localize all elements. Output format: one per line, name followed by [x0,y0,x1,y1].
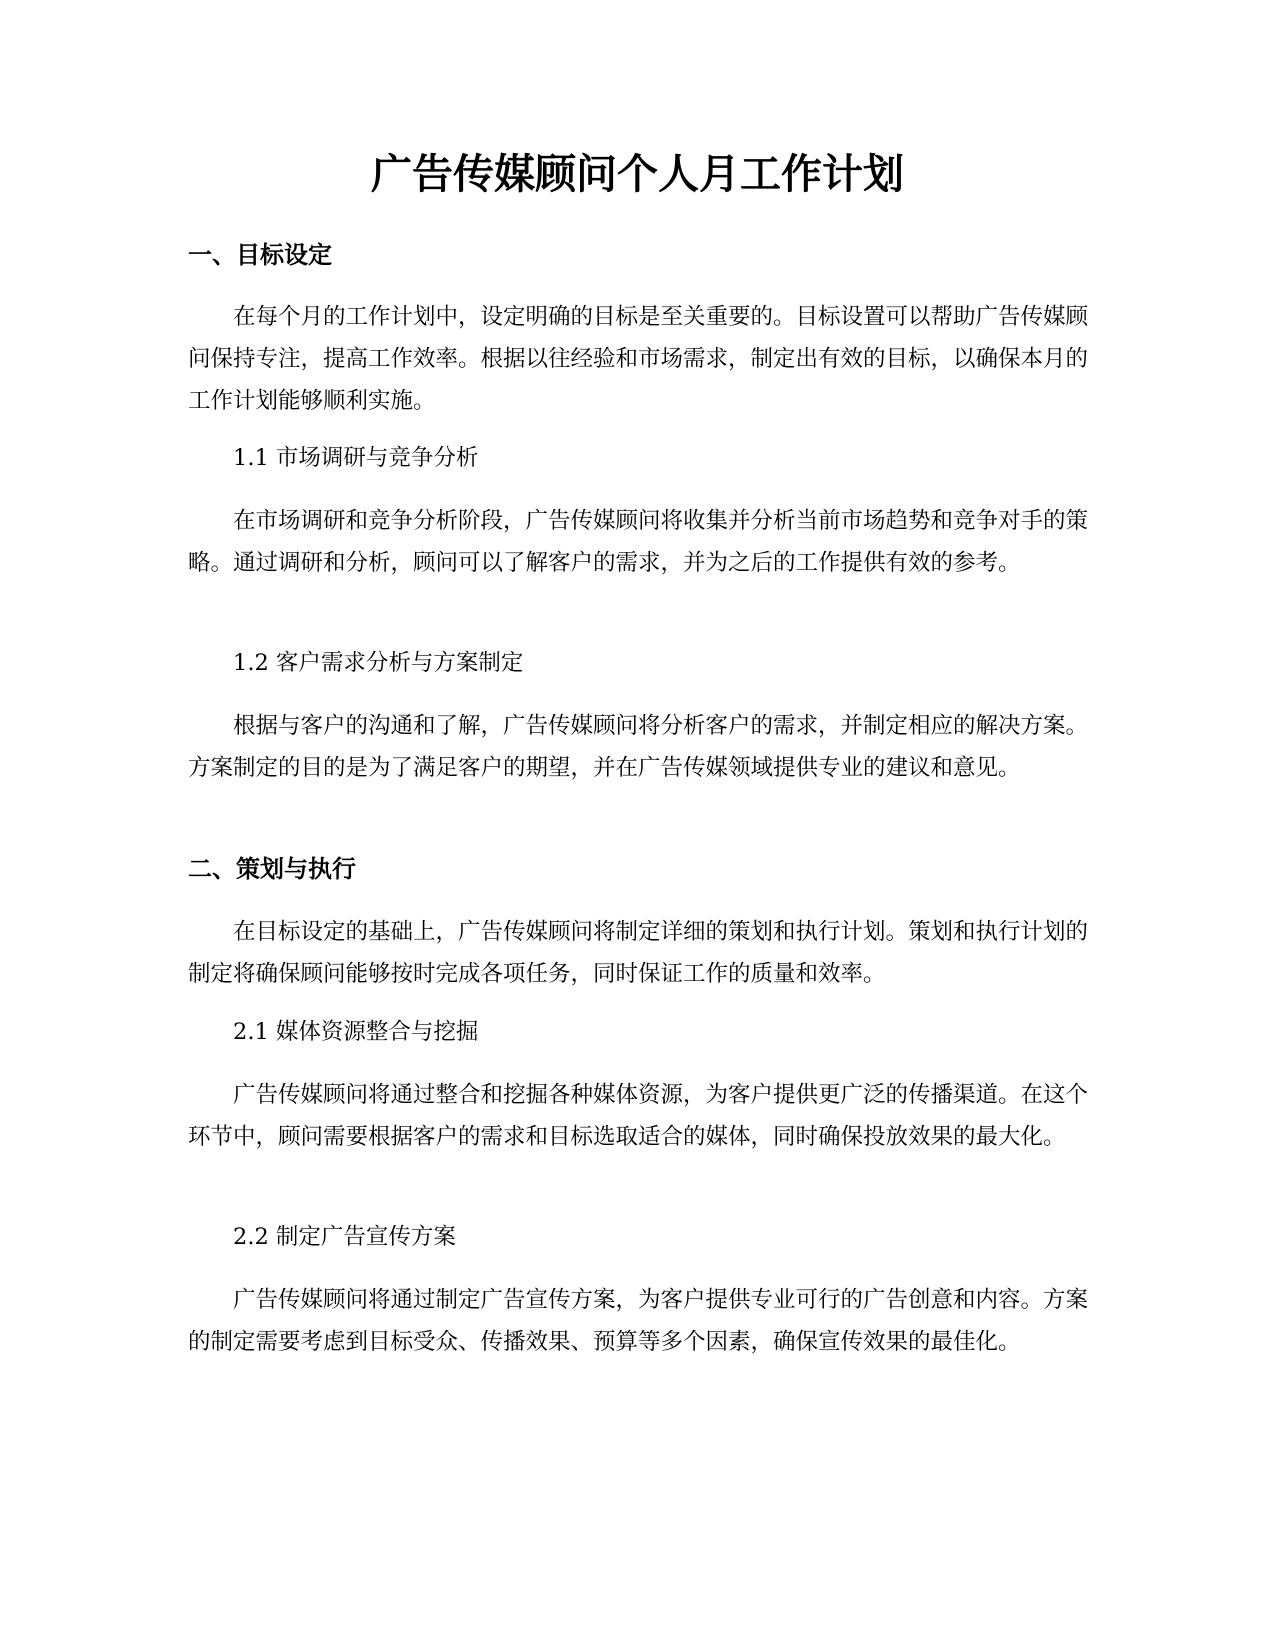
subsection-heading: 1.1 市场调研与竞争分析 [233,445,479,471]
subsection-paragraph: 广告传媒顾问将通过整合和挖掘各种媒体资源，为客户提供更广泛的传播渠道。在这个环节中，顾问需要根据客户的需求和目标选取适合的媒体，同时确保投放效果的最大化。 [188,1082,1089,1150]
document-title: 广告传媒顾问个人月工作计划 [371,150,904,198]
subsection-paragraph: 广告传媒顾问将通过制定广告宣传方案，为客户提供专业可行的广告创意和内容。方案的制定需要考虑到目标受众、传播效果、预算等多个因素，确保宣传效果的最佳化。 [188,1287,1089,1355]
subsection-heading: 2.1 媒体资源整合与挖掘 [233,1019,479,1045]
subsection-heading: 2.2 制定广告宣传方案 [233,1224,456,1250]
subsection-paragraph: 在市场调研和竞争分析阶段，广告传媒顾问将收集并分析当前市场趋势和竞争对手的策略。通过调研和分析，顾问可以了解客户的需求，并为之后的工作提供有效的参考。 [188,508,1089,576]
section-intro-paragraph: 在目标设定的基础上，广告传媒顾问将制定详细的策划和执行计划。策划和执行计划的制定将确保顾问能够按时完成各项任务，同时保证工作的质量和效率。 [188,919,1089,987]
section-heading: 一、目标设定 [188,241,332,269]
section-intro-paragraph: 在每个月的工作计划中，设定明确的目标是至关重要的。目标设置可以帮助广告传媒顾问保持专注，提高工作效率。根据以往经验和市场需求，制定出有效的目标，以确保本月的工作计划能够顺利实施。 [188,304,1089,414]
subsection-heading: 1.2 客户需求分析与方案制定 [233,650,524,676]
section-heading: 二、策划与执行 [188,855,356,883]
subsection-paragraph: 根据与客户的沟通和了解，广告传媒顾问将分析客户的需求，并制定相应的解决方案。方案制定的目的是为了满足客户的期望，并在广告传媒领域提供专业的建议和意见。 [188,713,1089,781]
